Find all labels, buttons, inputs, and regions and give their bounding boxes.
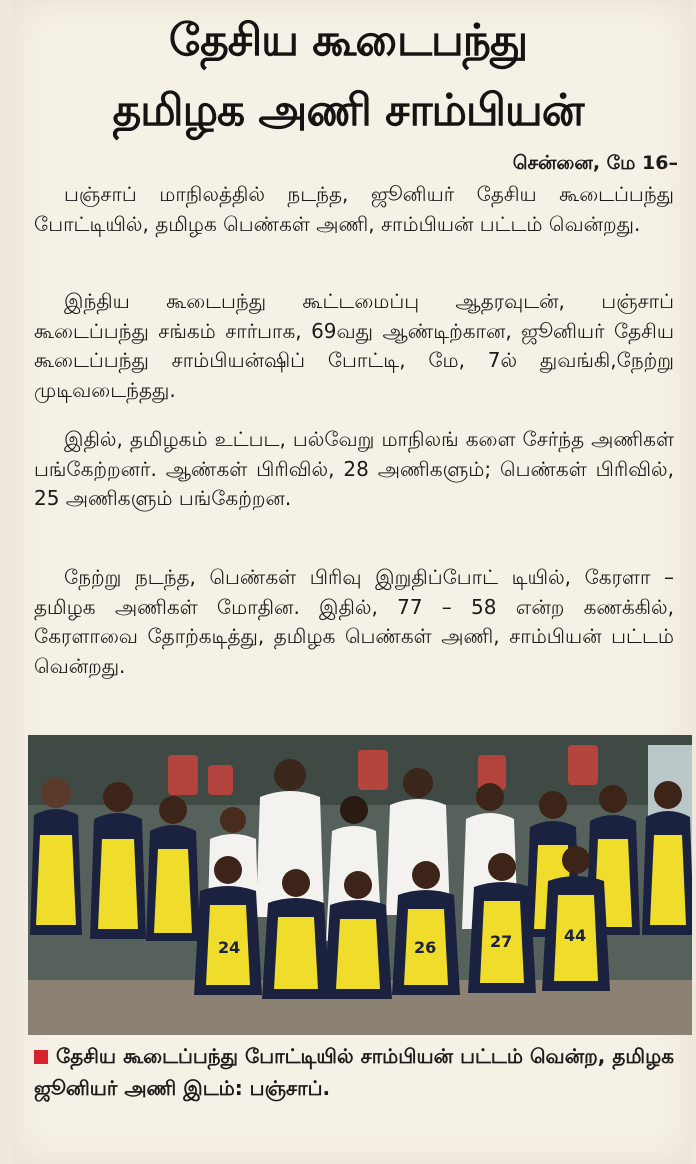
headline-line-1: தேசிய கூடைபந்து <box>168 15 528 66</box>
jersey-number: 44 <box>564 926 587 945</box>
jersey-number: 27 <box>490 932 513 951</box>
headline-line-2: தமிழக அணி சாம்பியன் <box>112 85 584 136</box>
team-photo <box>28 735 692 1035</box>
article-paragraph-2: இந்திய கூடைபந்து கூட்டமைப்பு ஆதரவுடன், பஞ்சாப் கூடைப்பந்து சங்கம் சார்பாக, 69வது ஆண்டிற்கான, ஜூனியர் தேசிய கூடைப்பந்து சாம்பியன்ஷிப் போட்டி, மே, 7ல் துவங்கி,நேற்று முடிவடைந்தது. <box>34 289 674 402</box>
article-paragraph-4: நேற்று நடந்த, பெண்கள் பிரிவு இறுதிப்போட் டியில், கேரளா – தமிழக அணிகள் மோதின. இதில், 77 – 58 என்ற கணக்கில், கேரளாவை தோற்கடித்து, தமிழக பெண்கள் அணி, சாம்பியன் பட்டம் வென்றது. <box>34 565 674 678</box>
dateline: சென்னை, மே 16– <box>512 152 678 174</box>
jersey-number: 26 <box>414 938 437 957</box>
article-paragraph-3: இதில், தமிழகம் உட்பட, பல்வேறு மாநிலங் களை சேர்ந்த அணிகள் பங்கேற்றனர். ஆண்கள் பிரிவில், 28 அணிகளும்; பெண்கள் பிரிவில், 25 அணிகளும் பங்கேற்றன. <box>34 427 674 510</box>
article-paragraph-1: பஞ்சாப் மாநிலத்தில் நடந்த, ஜூனியர் தேசிய கூடைப்பந்து போட்டியில், தமிழக பெண்கள் அணி, சாம்பியன் பட்டம் வென்றது. <box>34 182 674 236</box>
jersey-number: 24 <box>218 938 241 957</box>
photo-caption <box>34 1040 674 1104</box>
caption-text: தேசிய கூடைப்பந்து போட்டியில் சாம்பியன் பட்டம் வென்ற, தமிழக ஜூனியர் அணி இடம்: பஞ்சாப். <box>34 1044 674 1100</box>
red-square-icon <box>34 1050 48 1064</box>
